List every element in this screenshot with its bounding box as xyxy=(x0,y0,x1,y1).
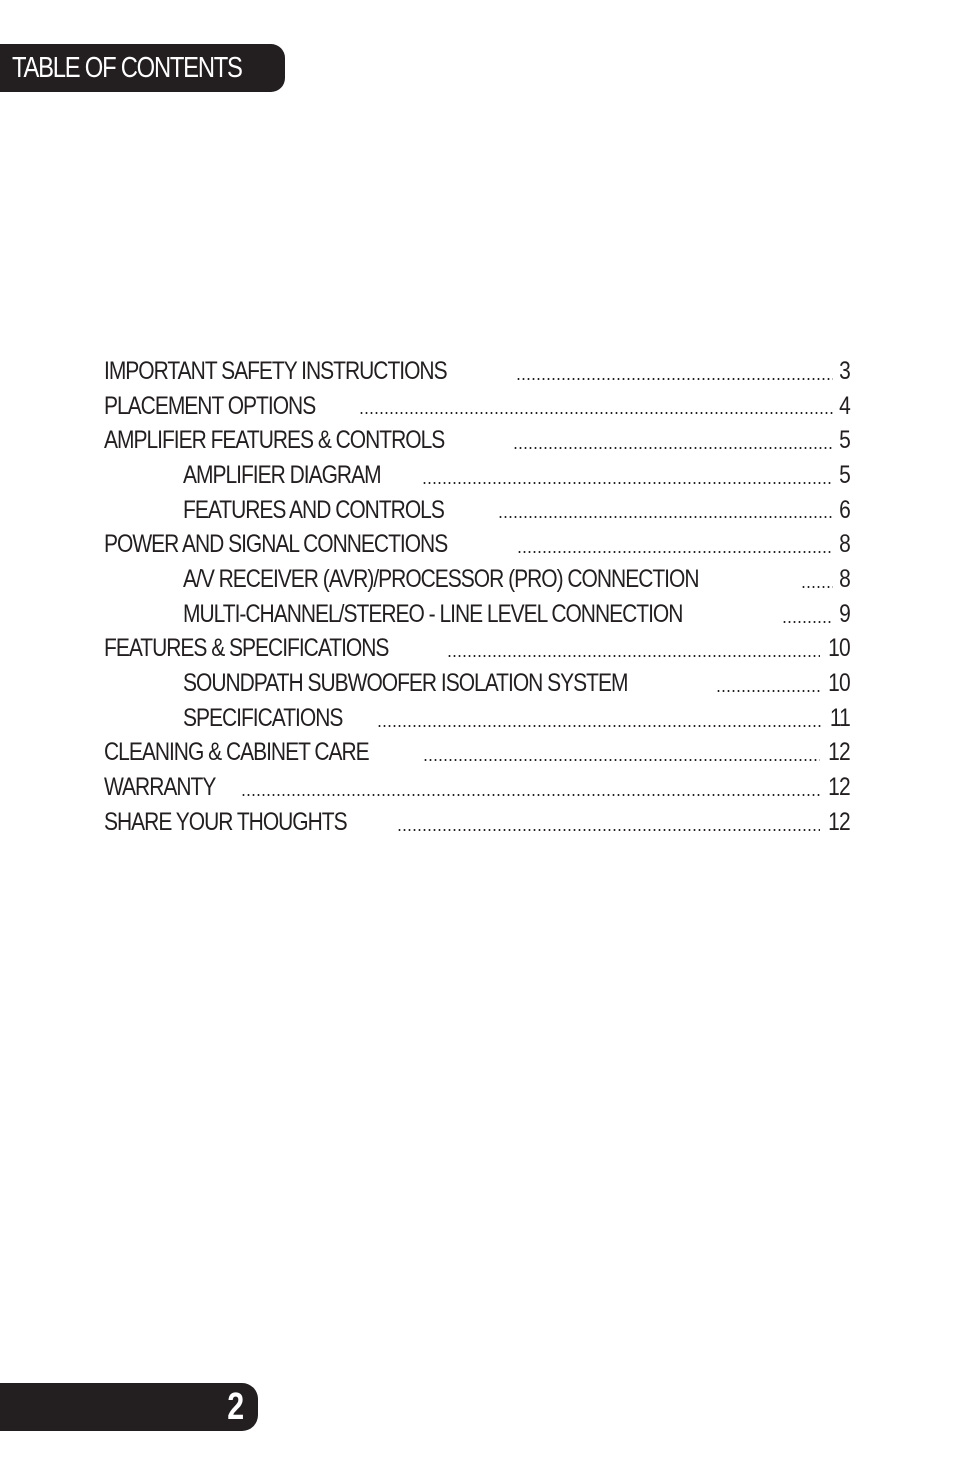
toc-entry-label: FEATURES & SPECIFICATIONS xyxy=(104,634,389,663)
toc-dot-leader xyxy=(359,412,833,414)
toc-subentry[interactable] xyxy=(104,597,850,632)
toc-entry-page: 4 xyxy=(839,391,850,420)
toc-entry-label: IMPORTANT SAFETY INSTRUCTIONS xyxy=(104,356,447,385)
toc-dot-leader xyxy=(513,447,833,449)
page-number: 2 xyxy=(227,1386,244,1428)
toc-entry-page: 12 xyxy=(828,773,850,802)
toc-entry-page: 12 xyxy=(828,738,850,767)
toc-subentry-page: 5 xyxy=(839,460,850,489)
toc-subentry-page: 9 xyxy=(839,599,850,628)
toc-entry-page: 10 xyxy=(828,634,850,663)
toc-entry-label: PLACEMENT OPTIONS xyxy=(104,391,316,420)
toc-dot-leader xyxy=(423,759,820,761)
toc-entry-label: WARRANTY xyxy=(104,773,216,802)
toc-subentry-label: SOUNDPATH SUBWOOFER ISOLATION SYSTEM xyxy=(183,669,628,698)
toc-dot-leader xyxy=(397,829,820,831)
toc-entry-label: AMPLIFIER FEATURES & CONTROLS xyxy=(104,426,445,455)
toc-subentry-page: 10 xyxy=(828,669,850,698)
page-number-tab xyxy=(0,1383,258,1431)
toc-entry[interactable] xyxy=(104,354,850,389)
toc-subentry[interactable] xyxy=(104,666,850,701)
toc-entry[interactable] xyxy=(104,770,850,805)
toc-dot-leader xyxy=(447,655,821,657)
toc-dot-leader xyxy=(241,794,821,796)
toc-dot-leader xyxy=(516,378,833,380)
toc-dot-leader xyxy=(716,690,820,692)
toc-dot-leader xyxy=(517,551,834,553)
toc-entry-page: 12 xyxy=(828,807,850,836)
toc-dot-leader xyxy=(377,725,822,727)
toc-subentry-page: 6 xyxy=(839,495,850,524)
toc-entry-label: SHARE YOUR THOUGHTS xyxy=(104,807,347,836)
toc-subentry-label: AMPLIFIER DIAGRAM xyxy=(183,460,381,489)
toc-subentry-label: A/V RECEIVER (AVR)/PROCESSOR (PRO) CONNECTION xyxy=(183,564,699,593)
toc-entry[interactable] xyxy=(104,527,850,562)
toc-entry-label: POWER AND SIGNAL CONNECTIONS xyxy=(104,530,448,559)
toc-entry[interactable] xyxy=(104,423,850,458)
toc-entry-label: CLEANING & CABINET CARE xyxy=(104,738,369,767)
toc-entry[interactable] xyxy=(104,736,850,771)
toc-dot-leader xyxy=(422,482,833,484)
toc-entry[interactable] xyxy=(104,805,850,840)
toc-entry-page: 3 xyxy=(839,356,850,385)
toc-subentry-page: 11 xyxy=(829,703,850,732)
toc-dot-leader xyxy=(498,516,834,518)
toc-dot-leader xyxy=(801,586,833,588)
section-header-tab xyxy=(0,44,285,92)
toc-subentry-label: SPECIFICATIONS xyxy=(183,703,343,732)
toc-subentry[interactable] xyxy=(104,458,850,493)
toc-subentry[interactable] xyxy=(104,701,850,736)
toc-subentry-page: 8 xyxy=(839,564,850,593)
toc-subentry-label: MULTI-CHANNEL/STEREO - LINE LEVEL CONNECTION xyxy=(183,599,683,628)
toc-subentry[interactable] xyxy=(104,562,850,597)
toc-entry[interactable] xyxy=(104,389,850,424)
table-of-contents xyxy=(104,354,850,840)
toc-subentry[interactable] xyxy=(104,493,850,528)
toc-entry-page: 5 xyxy=(839,426,850,455)
toc-entry-page: 8 xyxy=(839,530,850,559)
page-title: TABLE OF CONTENTS xyxy=(12,51,242,84)
toc-entry[interactable] xyxy=(104,632,850,667)
toc-subentry-label: FEATURES AND CONTROLS xyxy=(183,495,444,524)
toc-dot-leader xyxy=(782,621,834,623)
